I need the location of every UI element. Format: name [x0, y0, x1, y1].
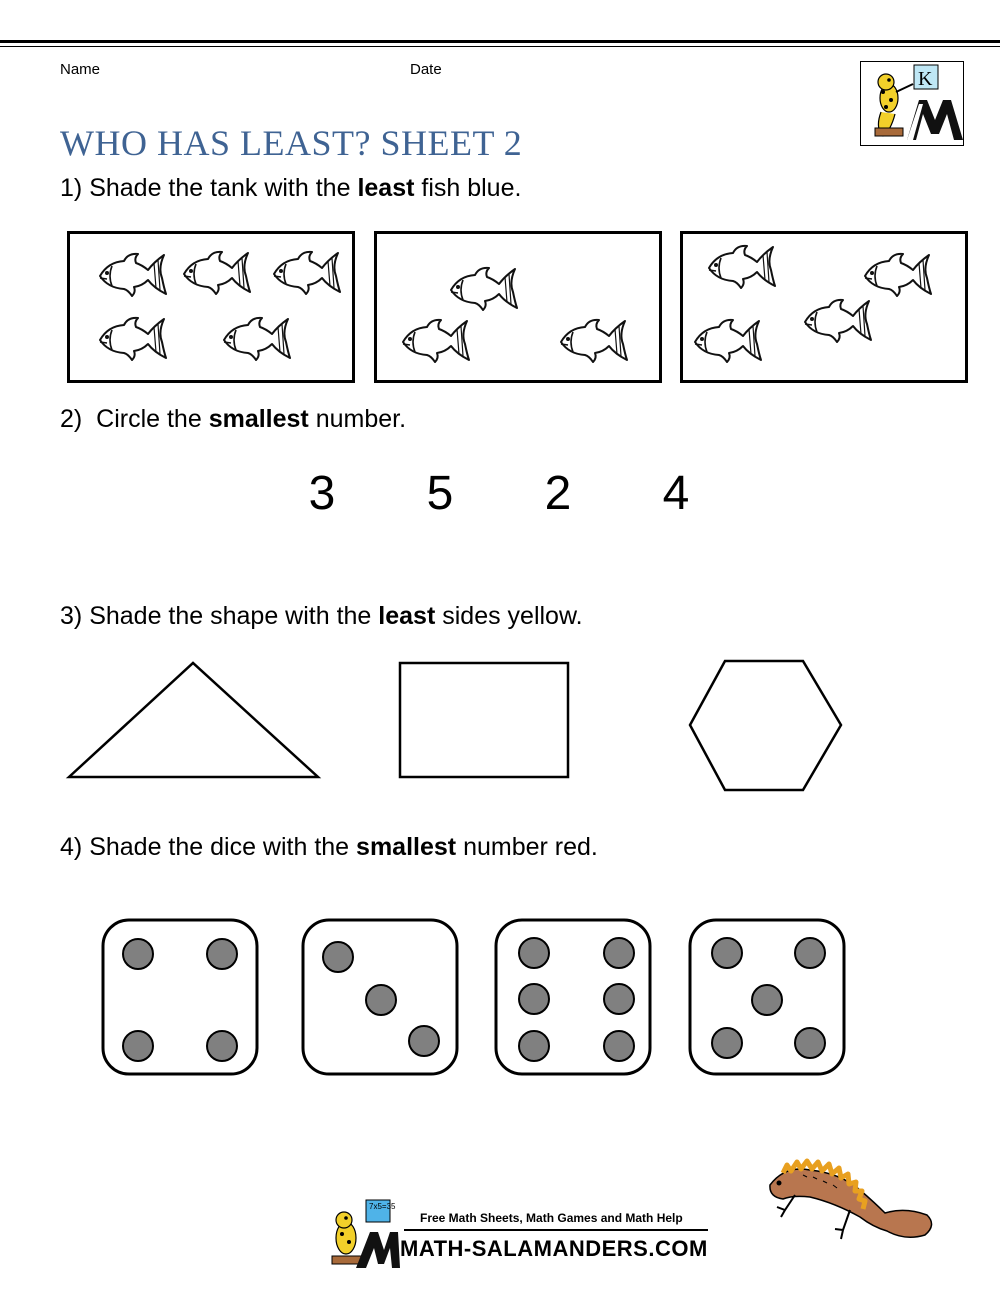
header-rule-thin	[0, 46, 1000, 47]
die-pip	[712, 1028, 742, 1058]
number-option[interactable]: 5	[426, 467, 454, 520]
question-4-number: 4)	[60, 833, 83, 861]
question-4	[60, 833, 598, 862]
question-3-number: 3)	[60, 602, 83, 630]
fish-icon	[695, 320, 761, 362]
question-4-keyword: smallest	[356, 833, 457, 861]
question-3-suffix: sides yellow.	[442, 602, 583, 630]
question-2-number: 2)	[60, 405, 83, 433]
fish-icon	[805, 300, 871, 342]
question-2-suffix: number.	[315, 405, 407, 433]
footer-logo	[326, 1198, 711, 1270]
fish-icon	[561, 320, 627, 362]
die-pip	[409, 1026, 439, 1056]
number-option[interactable]: 3	[308, 467, 336, 520]
footer-brand: MATH-SALAMANDERS.COM	[400, 1236, 708, 1261]
shapes-row	[0, 650, 1000, 800]
question-2-prefix: Circle the	[96, 405, 202, 433]
fish-icon	[224, 318, 290, 360]
badge-text: 7x5=35	[369, 1202, 396, 1211]
footer-tagline: Free Math Sheets, Math Games and Math Help	[420, 1211, 683, 1225]
salamander-logo-icon	[861, 62, 963, 145]
die-pip	[207, 1031, 237, 1061]
question-2-keyword: smallest	[208, 405, 309, 433]
die-pip	[604, 1031, 634, 1061]
question-3-keyword: least	[378, 602, 436, 630]
fish-group	[70, 234, 352, 380]
question-2	[60, 405, 406, 434]
question-3	[60, 602, 583, 631]
fish-tank-2[interactable]	[374, 231, 662, 383]
die-pip	[519, 984, 549, 1014]
fish-icon	[865, 254, 931, 296]
logo-letter: K	[918, 68, 933, 90]
fish-tank-3[interactable]	[680, 231, 968, 383]
fish-icon	[100, 254, 166, 296]
die-pip	[123, 1031, 153, 1061]
die-pip	[795, 938, 825, 968]
die-pip	[366, 985, 396, 1015]
date-label: Date	[410, 61, 442, 78]
number-option[interactable]: 2	[544, 467, 572, 520]
dice-row	[0, 910, 1000, 1090]
fish-group	[683, 234, 965, 380]
question-1-suffix: fish blue.	[421, 174, 522, 202]
name-label: Name	[60, 61, 101, 78]
die-pip	[207, 939, 237, 969]
question-1	[60, 174, 521, 203]
fish-tank-1[interactable]	[67, 231, 355, 383]
question-4-prefix: Shade the dice with the	[89, 833, 350, 861]
salamander-illustration-icon	[755, 1155, 940, 1255]
die-five[interactable]	[690, 920, 844, 1074]
question-1-number: 1)	[60, 174, 83, 202]
hexagon-shape[interactable]	[690, 661, 841, 790]
number-option[interactable]: 4	[662, 467, 690, 520]
die-six[interactable]	[496, 920, 650, 1074]
die-pip	[519, 938, 549, 968]
die-pip	[604, 938, 634, 968]
footer-rule	[404, 1229, 708, 1231]
fish-icon	[100, 318, 166, 360]
question-4-suffix: number red.	[463, 833, 598, 861]
triangle-shape[interactable]	[69, 663, 318, 777]
die-pip	[752, 985, 782, 1015]
die-pip	[519, 1031, 549, 1061]
die-four[interactable]	[103, 920, 257, 1074]
header-rule-thick	[0, 40, 1000, 43]
question-1-keyword: least	[357, 174, 415, 202]
die-pip	[712, 938, 742, 968]
fish-icon	[403, 320, 469, 362]
fish-icon	[184, 252, 250, 294]
fish-group	[377, 234, 659, 380]
fish-icon	[274, 252, 340, 294]
die-pip	[323, 942, 353, 972]
rectangle-shape[interactable]	[400, 663, 568, 777]
question-3-prefix: Shade the shape with the	[89, 602, 372, 630]
die-pip	[795, 1028, 825, 1058]
math-salamanders-logo	[860, 61, 964, 146]
question-1-prefix: Shade the tank with the	[89, 174, 351, 202]
fish-icon	[451, 268, 517, 310]
fish-icon	[709, 246, 775, 288]
die-pip	[123, 939, 153, 969]
die-pip	[604, 984, 634, 1014]
page-title: WHO HAS LEAST? SHEET 2	[60, 123, 523, 163]
die-three[interactable]	[303, 920, 457, 1074]
